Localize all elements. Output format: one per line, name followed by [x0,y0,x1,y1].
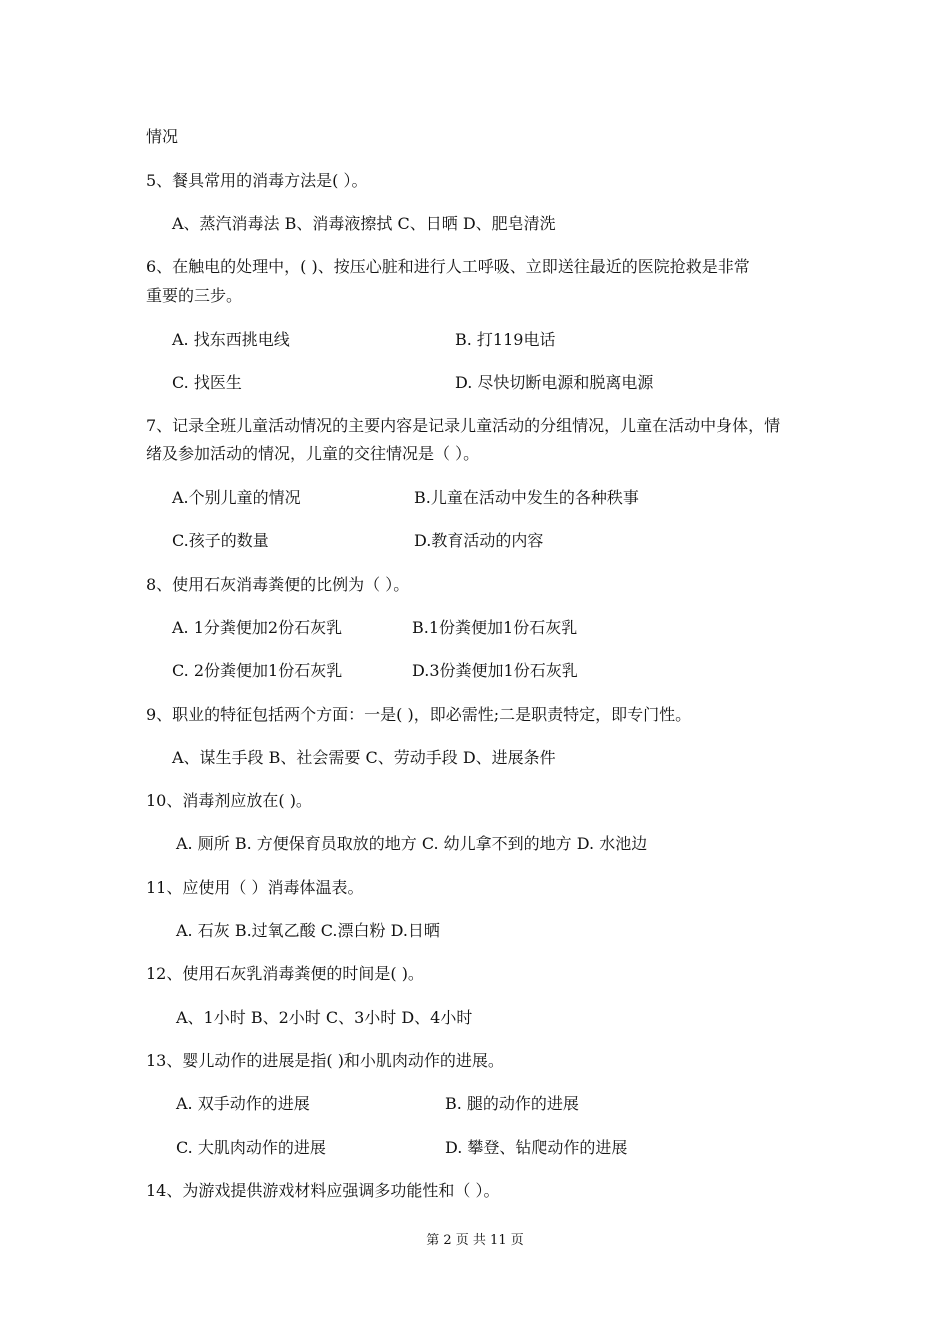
options-10: A. 厕所 B. 方便保育员取放的地方 C. 幼儿拿不到的地方 D. 水池边 [176,834,648,853]
option-13d: D. 攀登、钻爬动作的进展 [445,1138,628,1157]
option-6d: D. 尽快切断电源和脱离电源 [455,373,654,392]
option-8d: D.3份粪便加1份石灰乳 [412,661,578,680]
options-12: A、1小时 B、2小时 C、3小时 D、4小时 [176,1008,473,1027]
option-13c: C. 大肌肉动作的进展 [176,1138,326,1157]
question-14: 14、为游戏提供游戏材料应强调多功能性和（ ）。 [146,1181,500,1200]
page-footer: 第 2 页 共 11 页 [426,1233,524,1248]
option-7b: B.儿童在活动中发生的各种秩事 [414,488,639,507]
option-13a: A. 双手动作的进展 [176,1094,310,1113]
option-8b: B.1份粪便加1份石灰乳 [412,618,578,637]
question-10: 10、消毒剂应放在( )。 [146,791,312,810]
option-7c: C.孩子的数量 [172,531,269,550]
option-8c: C. 2份粪便加1份石灰乳 [172,661,343,680]
question-7: 7、记录全班儿童活动情况的主要内容是记录儿童活动的分组情况，儿童在活动中身体，情 [146,416,781,435]
option-6c: C. 找医生 [172,373,242,392]
question-6: 6、在触电的处理中，( )、按压心脏和进行人工呼吸、立即送往最近的医院抢救是非常 [146,257,750,276]
option-8a: A. 1分粪便加2份石灰乳 [172,618,343,637]
question-11: 11、应使用（ ）消毒体温表。 [146,878,364,897]
option-7a: A.个别儿童的情况 [172,488,301,507]
option-13b: B. 腿的动作的进展 [445,1094,579,1113]
question-7-cont: 绪及参加活动的情况，儿童的交往情况是（ ）。 [146,444,480,463]
text-line: 情况 [146,127,179,146]
options-9: A、谋生手段 B、社会需要 C、劳动手段 D、进展条件 [172,748,556,767]
question-8: 8、使用石灰消毒粪便的比例为（ ）。 [146,575,410,594]
options-11: A. 石灰 B.过氧乙酸 C.漂白粉 D.日晒 [176,921,440,940]
question-6-cont: 重要的三步。 [146,286,243,305]
option-7d: D.教育活动的内容 [414,531,544,550]
options-5: A、蒸汽消毒法 B、消毒液擦拭 C、日晒 D、肥皂清洗 [172,214,556,233]
option-6b: B. 打119电话 [455,330,556,349]
question-12: 12、使用石灰乳消毒粪便的时间是( )。 [146,964,424,983]
question-13: 13、婴儿动作的进展是指( )和小肌肉动作的进展。 [146,1051,504,1070]
option-6a: A. 找东西挑电线 [172,330,290,349]
question-9: 9、职业的特征包括两个方面：一是( )，即必需性;二是职责特定，即专门性。 [146,705,692,724]
question-5: 5、餐具常用的消毒方法是( ）。 [146,171,368,190]
